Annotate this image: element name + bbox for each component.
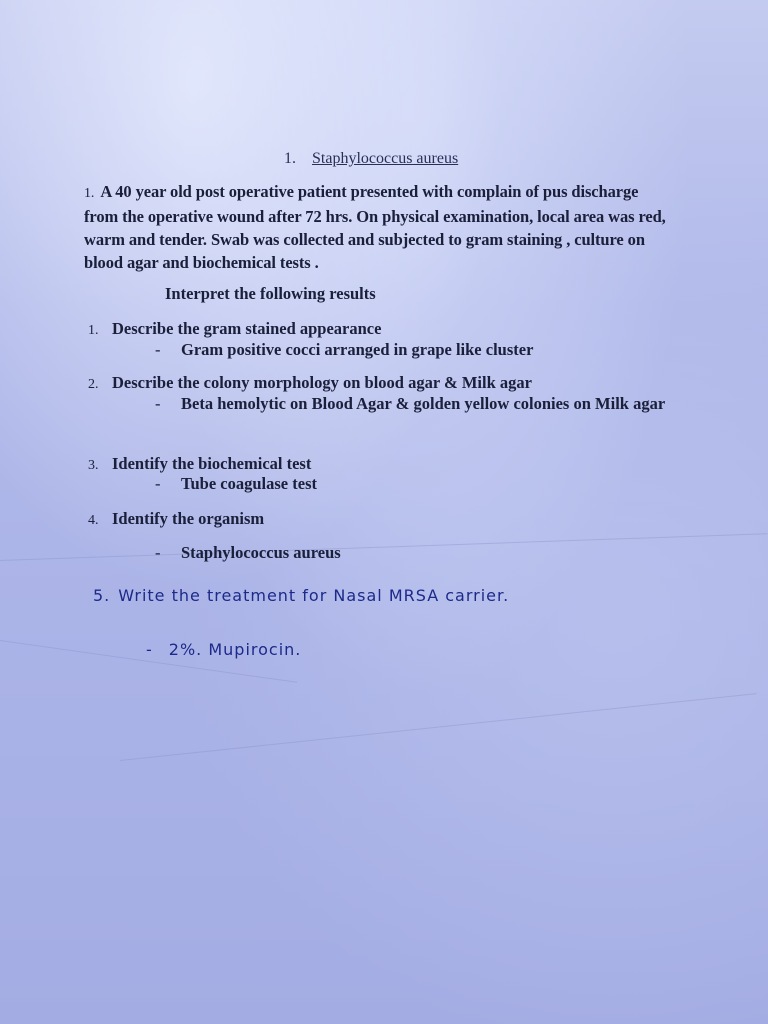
handwritten-dash: - bbox=[146, 640, 153, 659]
case-text: A 40 year old post operative patient presented with complain of pus discharge from the operative wound after 72 hrs. On physical examination, local area was red, warm and tender. Swab was collected and subjected to gram staining , culture on blood agar and biochemical tests . bbox=[84, 182, 666, 272]
question-text: Describe the colony morphology on blood agar & Milk agar bbox=[112, 373, 532, 392]
question-2 bbox=[88, 372, 688, 395]
answer-4 bbox=[155, 542, 695, 563]
handwritten-question-number: 5. bbox=[93, 586, 111, 605]
instruction: Interpret the following results bbox=[165, 284, 376, 303]
handwritten-question bbox=[93, 586, 509, 605]
question-number: 3. bbox=[88, 458, 99, 473]
answer-dash: - bbox=[155, 340, 161, 359]
question-text: Identify the organism bbox=[112, 509, 265, 528]
handwritten-question-text: Write the treatment for Nasal MRSA carrier. bbox=[118, 586, 510, 605]
case-number: 1. bbox=[84, 186, 95, 201]
case-description bbox=[84, 180, 674, 274]
handwritten-answer bbox=[146, 640, 301, 659]
answer-text: Staphylococcus aureus bbox=[181, 543, 341, 562]
answer-text: Tube coagulase test bbox=[181, 474, 317, 493]
answer-dash: - bbox=[155, 394, 161, 413]
answer-dash: - bbox=[155, 474, 161, 493]
handwritten-answer-text: 2%. Mupirocin. bbox=[168, 640, 302, 659]
question-text: Describe the gram stained appearance bbox=[112, 319, 382, 338]
question-text: Identify the biochemical test bbox=[112, 454, 312, 473]
page-title bbox=[284, 150, 458, 168]
question-1 bbox=[88, 318, 688, 341]
title-number: 1. bbox=[284, 150, 296, 167]
answer-text: Beta hemolytic on Blood Agar & golden yellow colonies on Milk agar bbox=[181, 394, 666, 413]
paper-crease bbox=[120, 693, 757, 761]
question-number: 4. bbox=[88, 513, 99, 528]
question-4 bbox=[88, 508, 688, 531]
question-number: 1. bbox=[88, 323, 99, 338]
title-text: Staphylococcus aureus bbox=[312, 150, 459, 167]
answer-2 bbox=[155, 393, 695, 414]
answer-1 bbox=[155, 339, 695, 360]
answer-dash: - bbox=[155, 543, 161, 562]
answer-text: Gram positive cocci arranged in grape like cluster bbox=[181, 340, 534, 359]
question-number: 2. bbox=[88, 377, 99, 392]
answer-3 bbox=[155, 473, 695, 494]
